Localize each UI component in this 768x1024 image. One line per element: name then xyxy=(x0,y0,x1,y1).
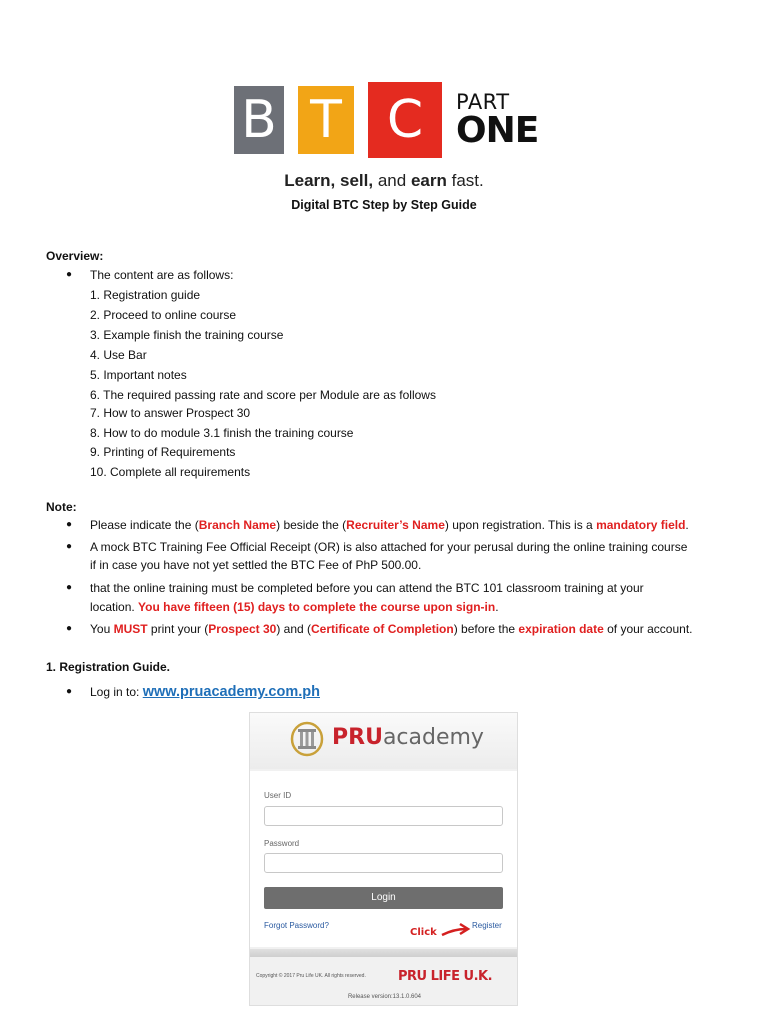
password-input[interactable] xyxy=(264,853,503,873)
registration-heading: 1. Registration Guide. xyxy=(46,660,171,674)
bullet-icon: ● xyxy=(66,519,73,530)
note-item-online-line2: location. You have fifteen (15) days to complete the course upon sign-in. xyxy=(90,600,499,614)
logo-letter-t: T xyxy=(298,86,354,154)
list-item: 10. Complete all requirements xyxy=(90,465,251,479)
arrow-right-icon xyxy=(440,921,472,941)
list-item: 7. How to answer Prospect 30 xyxy=(90,406,251,420)
logo-letter-b: B xyxy=(234,86,284,154)
pru-life-logo: PRU LIFE U.K. xyxy=(398,969,493,984)
login-instruction: Log in to: www.pruacademy.com.ph xyxy=(90,684,320,700)
list-item: 3. Example finish the training course xyxy=(90,328,284,342)
overview-intro: The content are as follows: xyxy=(90,268,234,282)
list-item: 6. The required passing rate and score per Module are as follows xyxy=(90,388,436,402)
list-item: 9. Printing of Requirements xyxy=(90,445,236,459)
release-version: Release version:13.1.0.604 xyxy=(347,994,422,1000)
userid-input[interactable] xyxy=(264,806,503,826)
click-annotation: Click xyxy=(410,927,437,938)
note-heading: Note: xyxy=(46,500,77,514)
list-item: 1. Registration guide xyxy=(90,288,201,302)
list-item: 2. Proceed to online course xyxy=(90,308,237,322)
pruacademy-link[interactable]: www.pruacademy.com.ph xyxy=(142,684,320,700)
note-item-branch: Please indicate the (Branch Name) beside the (Recruiter’s Name) upon registration. This is a mandatory field. xyxy=(90,518,689,532)
logo-one: ONE xyxy=(456,110,539,151)
list-item: 8. How to do module 3.1 finish the training course xyxy=(90,426,354,440)
login-button[interactable]: Login xyxy=(264,887,503,909)
logo-letter-c: C xyxy=(368,82,442,158)
bullet-icon: ● xyxy=(66,582,73,593)
bullet-icon: ● xyxy=(66,541,73,552)
logo-part: PART xyxy=(456,90,510,114)
guide-title: Digital BTC Step by Step Guide xyxy=(291,198,477,212)
bullet-icon: ● xyxy=(66,269,73,280)
list-item: 4. Use Bar xyxy=(90,348,147,362)
bullet-icon: ● xyxy=(66,623,73,634)
overview-heading: Overview: xyxy=(46,249,104,263)
note-item-print: You MUST print your (Prospect 30) and (Certificate of Completion) before the expiration date of your account. xyxy=(90,622,693,636)
footer-divider xyxy=(250,949,518,957)
login-screenshot xyxy=(249,712,518,1006)
pruacademy-brand: PRUacademy xyxy=(332,725,484,750)
copyright-text: Copyright © 2017 Pru Life UK. All rights reserved. xyxy=(256,973,366,979)
btc-logo xyxy=(228,76,540,224)
note-item-receipt-line1: A mock BTC Training Fee Official Receipt (OR) is also attached for your perusal during the online training course xyxy=(90,540,688,554)
password-label: Password xyxy=(264,839,300,848)
bullet-icon: ● xyxy=(66,686,73,697)
forgot-password-link[interactable]: Forgot Password? xyxy=(264,921,329,930)
userid-label: User ID xyxy=(264,791,292,800)
register-link[interactable]: Register xyxy=(472,921,502,930)
login-header xyxy=(250,713,518,769)
list-item: 5. Important notes xyxy=(90,368,187,382)
login-form xyxy=(250,771,518,947)
note-item-online-line1: that the online training must be completed before you can attend the BTC 101 classroom training at your xyxy=(90,581,644,595)
pru-pillar-icon xyxy=(290,719,324,757)
logo-tagline: Learn, sell, and earn fast. xyxy=(284,171,484,190)
note-item-receipt-line2: if in case you have not yet settled the BTC Fee of PhP 500.00. xyxy=(90,558,422,572)
